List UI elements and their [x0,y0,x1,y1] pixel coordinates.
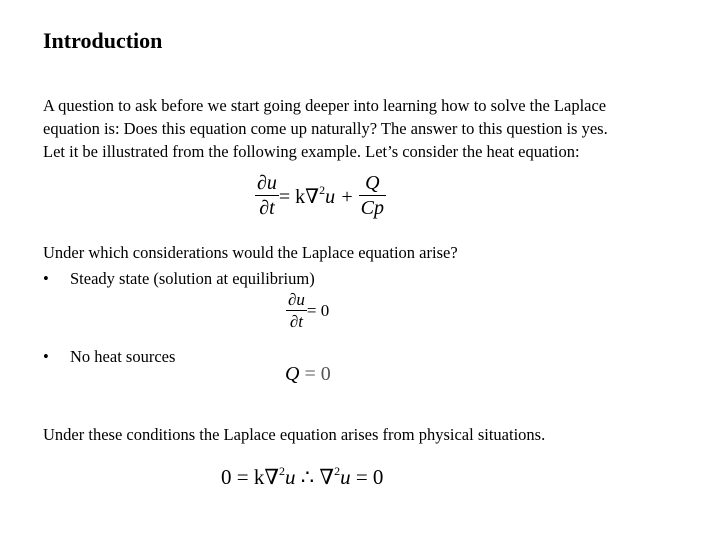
page-title: Introduction [43,28,163,53]
laplace-u: u [340,465,351,489]
conclusion-text: Under these conditions the Laplace equation arises from physical situations. [43,425,546,444]
heat-equals-k: = k [278,186,306,208]
laplace-rhs: = 0 [350,465,384,489]
therefore-symbol: ∴ [295,465,320,489]
source-q: Q [285,363,300,385]
intro-paragraph [43,94,683,163]
bullet-no-heat-sources [43,347,175,367]
intro-line: A question to ask before we start going deeper into learning how to solve the Laplace [43,96,607,115]
heat-u-plus: u + [325,186,354,208]
source-equation [285,364,331,384]
bullet-text: No heat sources [70,347,176,366]
bullet-text: Steady state (solution at equilibrium) [70,269,315,288]
question-text: Under which considerations would the Laplace equation arise? [43,243,458,262]
heat-lhs-fraction [255,173,279,218]
laplace-equation [221,465,383,488]
nabla-symbol: ∇ [319,465,335,489]
steady-state-equation [286,291,329,330]
heat-lhs-numerator: ∂u [257,172,277,194]
square-superscript: 2 [279,464,286,478]
steady-denominator: ∂t [289,312,304,331]
bullet-steady-state [43,269,315,289]
nabla-symbol: ∇ [264,465,280,489]
heat-equation [255,173,386,218]
laplace-u: u [285,465,296,489]
steady-rhs: = 0 [306,301,330,320]
bullet-symbol: • [43,269,49,288]
intro-line: equation is: Does this equation come up naturally? The answer to this question is yes. [43,119,608,138]
intro-line: Let it be illustrated from the following example. Let’s consider the heat equation: [43,142,580,161]
source-rhs: = 0 [299,363,331,385]
square-superscript: 2 [334,464,341,478]
nabla-symbol: ∇ [305,186,320,208]
laplace-zero-k: 0 = k [221,465,265,489]
heat-rhs-numerator: Q [359,173,386,196]
heat-rhs-denominator: Cp [360,197,384,219]
heat-lhs-denominator: ∂t [259,197,275,219]
bullet-symbol: • [43,347,49,366]
square-superscript: 2 [319,183,326,197]
heat-rhs-fraction [359,173,386,218]
steady-fraction [286,291,307,330]
steady-numerator: ∂u [288,290,305,309]
